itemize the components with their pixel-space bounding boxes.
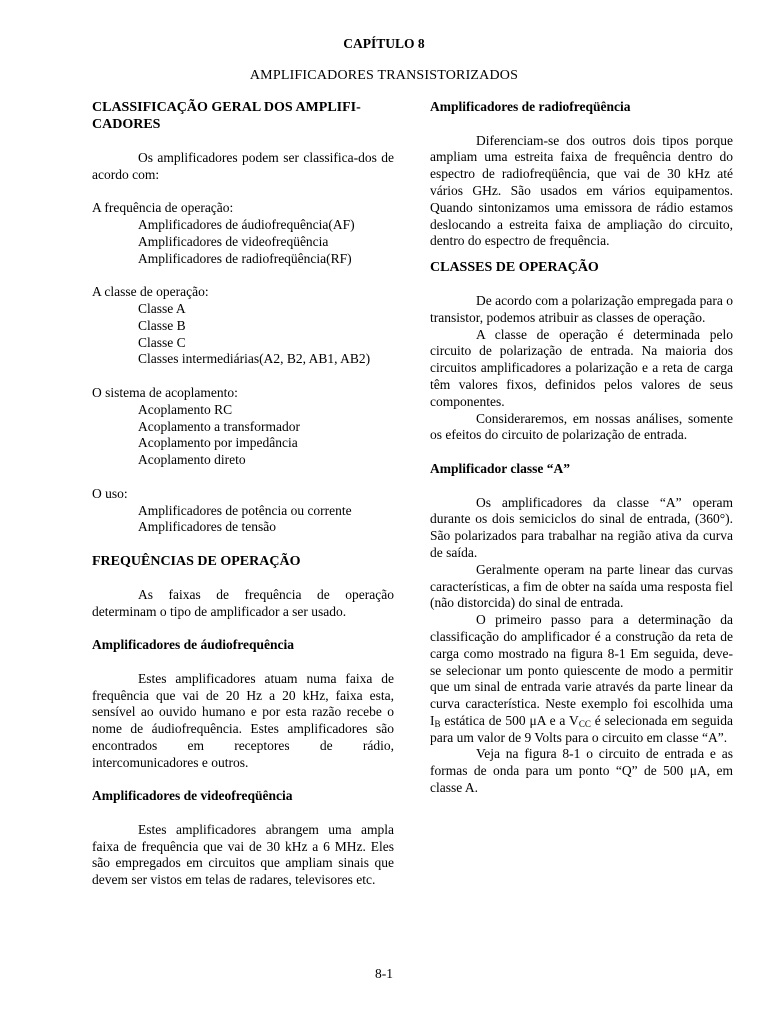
classes-paragraph-1: De acordo com a polarização empregada para o transistor, podemos atribuir as classes de operação. <box>430 292 733 325</box>
text-run: é selecionada em seguida para um valor de 9 Volts para o circuito em classe “A”. <box>430 712 733 745</box>
section-title-classification <box>92 99 394 133</box>
class-a-paragraph-4: Veja na figura 8-1 o circuito de entrada e as formas de onda para um ponto “Q” de 500 μA, em classe A. <box>430 746 733 796</box>
use-label: O uso: <box>92 485 128 501</box>
list-item: Amplificadores de radiofreqüência(RF) <box>138 250 352 266</box>
list-item: Amplificadores de tensão <box>138 519 276 535</box>
subsection-title-video: Amplificadores de videofreqüência <box>92 788 293 804</box>
class-a-paragraph-2: Geralmente operam na parte linear das curvas características, a fim de obter na saída uma resposta fiel (não distorcida) do sinal de entrada. <box>430 561 733 611</box>
video-paragraph: Estes amplificadores abrangem uma ampla faixa de frequência que vai de 30 kHz a 6 MHz. Eles são empregados em circuitos que ampliam sinais que devem ser vistos em telas de radares, televisores etc. <box>92 821 394 888</box>
text-run: O primeiro passo para a determinação da classificação do amplificador é a construção da reta de carga como mostrado na figura 8-1 Em seguida, deve-se selecionar um ponto quiescente de modo a permitir que um sinal de entrada varie através da parte linear da curva característica. Neste exemplo foi escolhida uma I <box>430 612 733 728</box>
frequency-label: A frequência de operação: <box>92 200 234 216</box>
section-title-classes: CLASSES DE OPERAÇÃO <box>430 260 599 276</box>
list-item: Amplificadores de videofreqüência <box>138 233 329 249</box>
list-item: Acoplamento por impedância <box>138 435 298 451</box>
list-item: Classe A <box>138 300 186 316</box>
subsection-title-class-a: Amplificador classe “A” <box>430 460 570 476</box>
chapter-heading: CAPÍTULO 8 <box>343 36 425 51</box>
classes-paragraph-3: Consideraremos, em nossas análises, somente os efeitos do circuito de polarização de entrada. <box>430 410 733 443</box>
list-item: Amplificadores de potência ou corrente <box>138 502 352 518</box>
list-item: Acoplamento a transformador <box>138 418 300 434</box>
radio-paragraph: Diferenciam-se dos outros dois tipos porque ampliam uma estreita faixa de frequência dentro do espectro de radiofreqüência, que vai de 30 kHz até vários GHz. São usados em vários equipamentos. Quando sintonizamos uma emissora de rádio estamos deslocando a estreita faixa de ampliação do circuito, dentro do espectro de frequência. <box>430 132 733 249</box>
list-item: Classe C <box>138 334 186 350</box>
section-title-line-1: CLASSIFICAÇÃO GERAL DOS AMPLIFI- <box>92 100 361 115</box>
class-label: A classe de operação: <box>92 284 209 300</box>
left-column <box>92 99 394 889</box>
classes-paragraph-2: A classe de operação é determinada pelo circuito de polarização de entrada. Na maioria dos circuitos amplificadores a polarização e a reta de carga têm valores fixos, definidos pelos valores de seus componentes. <box>430 326 733 409</box>
frequencies-paragraph: As faixas de frequência de operação determinam o tipo de amplificador a ser usado. <box>92 586 394 619</box>
intro-paragraph: Os amplificadores podem ser classifica-dos de acordo com: <box>92 149 394 182</box>
page-number: 8-1 <box>375 966 393 981</box>
right-column <box>430 99 733 797</box>
class-a-paragraph-3 <box>430 612 733 746</box>
coupling-label: O sistema de acoplamento: <box>92 384 238 400</box>
class-a-paragraph-1: Os amplificadores da classe “A” operam durante os dois semiciclos do sinal de entrada, (360°). São polarizados para trabalhar na região ativa da curva de saída. <box>430 494 733 560</box>
list-item: Classe B <box>138 317 186 333</box>
subscript-b: B <box>434 718 441 729</box>
list-item: Amplificadores de áudiofrequência(AF) <box>138 216 355 232</box>
subscript-cc: CC <box>578 718 591 729</box>
text-run: estática de 500 μA e a V <box>440 712 579 728</box>
list-item: Acoplamento RC <box>138 401 233 417</box>
subsection-title-audio: Amplificadores de áudiofrequência <box>92 637 295 653</box>
section-title-line-2: CADORES <box>92 117 161 132</box>
audio-paragraph: Estes amplificadores atuam numa faixa de frequência que vai de 20 Hz a 20 kHz, faixa esta, sensível ao ouvido humano e por esta razão recebe o nome de áudiofrequência. Estes amplificadores são encontrados em receptores de rádio, intercomunicadores e outros. <box>92 670 394 770</box>
list-item: Classes intermediárias(A2, B2, AB1, AB2) <box>138 351 371 367</box>
subsection-title-radio: Amplificadores de radiofreqüência <box>430 99 631 114</box>
chapter-title: AMPLIFICADORES TRANSISTORIZADOS <box>249 68 519 83</box>
list-item: Acoplamento direto <box>138 452 246 468</box>
section-title-frequencies: FREQUÊNCIAS DE OPERAÇÃO <box>92 553 301 569</box>
